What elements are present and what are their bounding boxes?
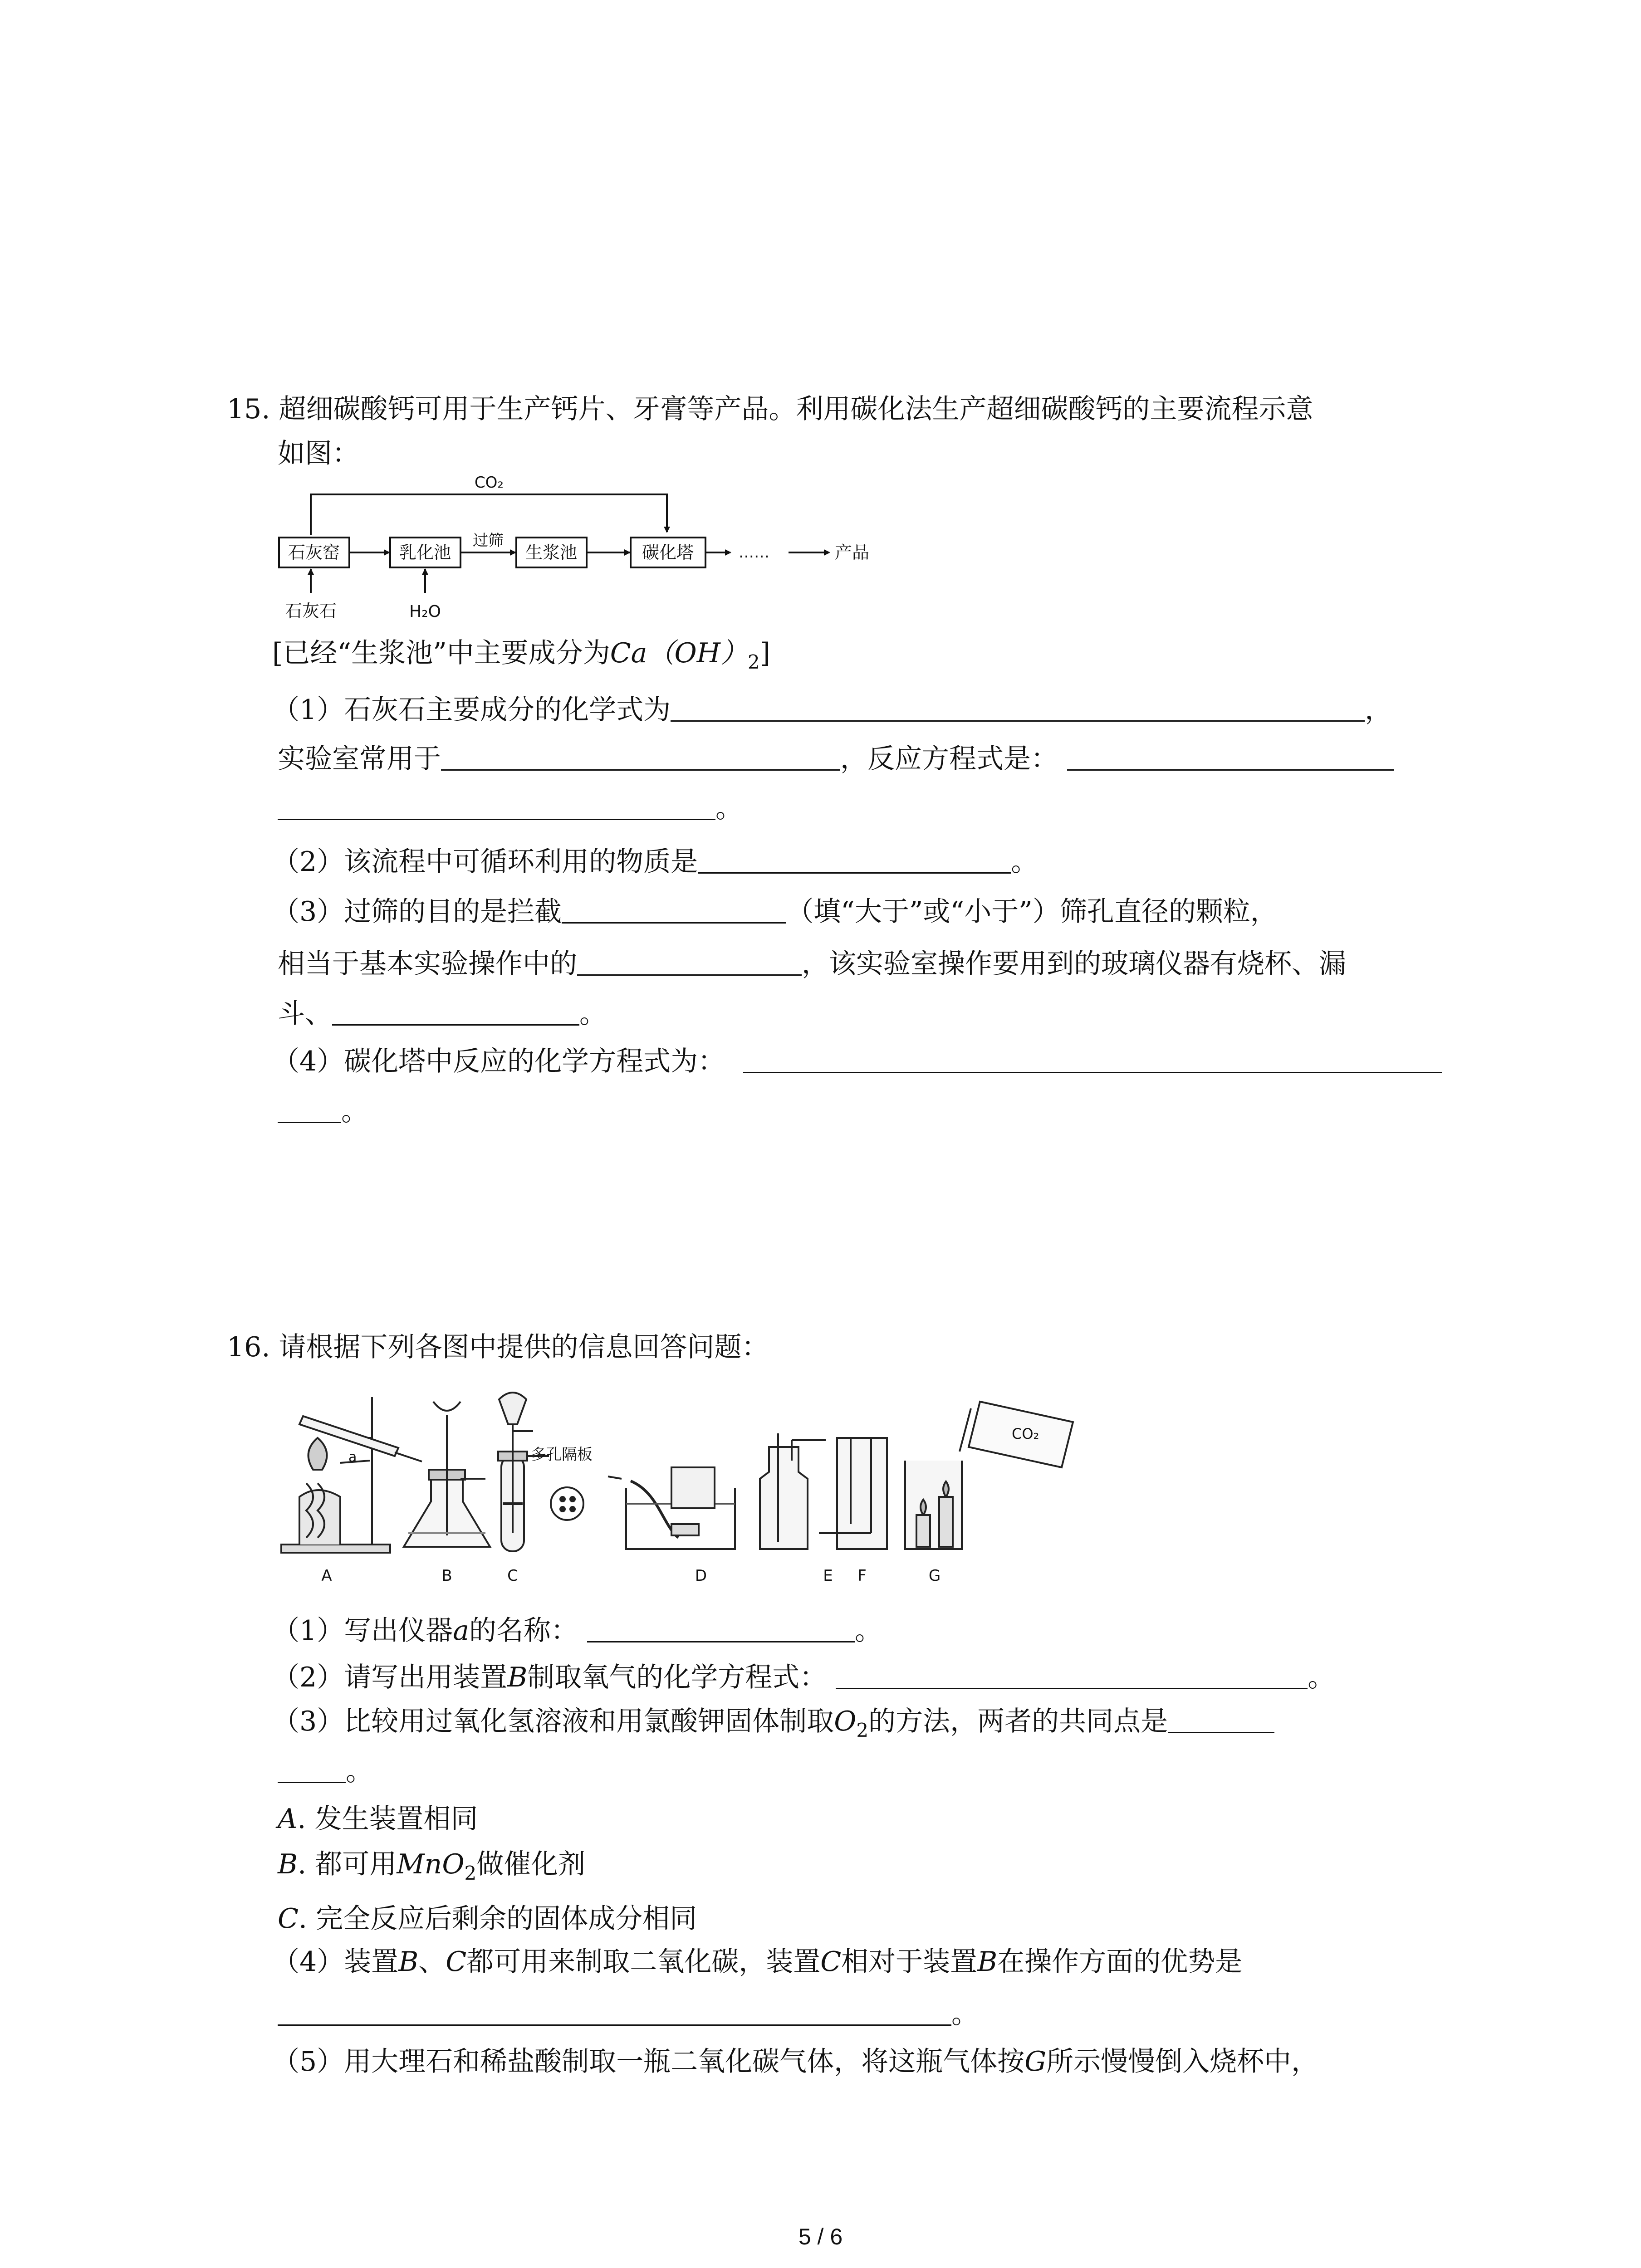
q16-blank-1[interactable] <box>587 1616 855 1642</box>
box-kiln-label: 石灰窑 <box>288 543 340 562</box>
q15-part3-line2: 相当于基本实验操作中的 ，该实验室操作要用到的玻璃仪器有烧杯、漏 <box>278 948 1346 980</box>
q16-part5: （5）用大理石和稀盐酸制取一瓶二氧化碳气体，将这瓶气体按G所示慢慢倒入烧杯中， <box>272 2046 1319 2077</box>
q15-part2: （2）该流程中可循环利用的物质是 。 <box>272 846 1038 878</box>
q15-blank-7[interactable] <box>577 949 802 976</box>
q16-blank-4[interactable] <box>278 1999 951 2026</box>
q15-blank-8[interactable] <box>332 999 579 1026</box>
q16-part2: （2）请写出用装置B制取氧气的化学方程式： 。 <box>272 1662 1335 1693</box>
q16-part4-line1: （4）装置B、C都可用来制取二氧化碳，装置C相对于装置B在操作方面的优势是 <box>272 1946 1243 1978</box>
co2-label: CO₂ <box>474 474 504 492</box>
q15-blank-6[interactable] <box>562 897 786 924</box>
porous-plate-label: 多孔隔板 <box>531 1446 593 1464</box>
q16-blank-3b[interactable] <box>278 1756 346 1783</box>
q15-blank-4[interactable] <box>278 793 715 820</box>
q15-part4-line2: 。 <box>278 1093 368 1129</box>
q15-blank-5[interactable] <box>698 847 1011 874</box>
q15-stem-line2: 如图： <box>278 438 359 469</box>
apparatus-c <box>498 1393 583 1551</box>
q15-part1-line2: 实验室常用于 ，反应方程式是： <box>278 741 1394 777</box>
water-input-label: H₂O <box>409 602 441 621</box>
product-label: 产品 <box>835 543 870 562</box>
q16-blank-2[interactable] <box>836 1662 1308 1689</box>
q15-blank-2[interactable] <box>441 744 840 771</box>
apparatus-e <box>760 1433 826 1549</box>
q15-stem-line1: 15. 超细碳酸钙可用于生产钙片、牙膏等产品。利用碳化法生产超细碳酸钙的主要流程示意 <box>227 393 1313 425</box>
q15-part3-line1: （3）过筛的目的是拦截 （填“大于”或“小于”）筛孔直径的颗粒， <box>272 896 1278 928</box>
letter-e: E <box>823 1567 833 1585</box>
q16-option-b: B. 都可用MnO$_2$做催化剂 <box>278 1848 586 1884</box>
box-tower-label: 碳化塔 <box>642 543 694 562</box>
co2-recycle-line <box>311 494 667 535</box>
letter-g: G <box>928 1567 941 1585</box>
q15-blank-9[interactable] <box>743 1046 1442 1073</box>
q15-part1-line1: （1）石灰石主要成分的化学式为 ， <box>272 694 1392 726</box>
q16-part1: （1）写出仪器a的名称： 。 <box>272 1615 882 1647</box>
letter-d: D <box>695 1567 707 1585</box>
limestone-input-label: 石灰石 <box>284 601 337 621</box>
apparatus-b <box>404 1402 490 1547</box>
q16-part4-line2: 。 <box>278 1996 979 2032</box>
label-a: a <box>348 1449 357 1465</box>
letter-b: B <box>441 1567 452 1585</box>
box-slurry-label: 生浆池 <box>525 543 578 562</box>
letter-c: C <box>507 1567 518 1585</box>
box-slaking-label: 乳化池 <box>399 543 451 562</box>
q16-part3-line2: 。 <box>278 1753 373 1789</box>
flow-dots: …… <box>739 543 769 562</box>
q15-part3-line3: 斗、 。 <box>278 998 607 1030</box>
q16-option-c: C. 完全反应后剩余的固体成分相同 <box>278 1903 697 1935</box>
apparatus-f <box>819 1438 887 1549</box>
q15-note: [已经“生浆池”中主要成分为$Ca(OH)_2$] <box>272 637 771 673</box>
page-number: 5 / 6 <box>798 2224 843 2249</box>
q16-option-a: A. 发生装置相同 <box>278 1803 478 1835</box>
sieve-label: 过筛 <box>473 532 504 550</box>
q15-flow-chart <box>272 474 907 637</box>
q15-blank-1[interactable] <box>671 695 1365 722</box>
apparatus-g <box>905 1402 1073 1549</box>
q15-blank-3[interactable] <box>1067 744 1394 771</box>
q15-blank-10[interactable] <box>278 1096 341 1123</box>
letter-f: F <box>857 1567 867 1585</box>
letter-a: A <box>321 1567 332 1585</box>
q15-part4-line1: （4）碳化塔中反应的化学方程式为： <box>272 1043 1442 1080</box>
apparatus-d <box>608 1467 735 1549</box>
q15-part1-line3: 。 <box>278 790 743 826</box>
q16-part3-line1: （3）比较用过氧化氢溶液和用氯酸钾固体制取$O_2$的方法，两者的共同点是 <box>272 1703 1274 1742</box>
co2-bottle-label: CO₂ <box>1012 1425 1039 1442</box>
q16-apparatus-figure <box>272 1388 1098 1588</box>
q16-stem: 16. 请根据下列各图中提供的信息回答问题： <box>227 1331 769 1363</box>
q16-blank-3a[interactable] <box>1168 1706 1274 1733</box>
apparatus-a <box>281 1397 422 1553</box>
